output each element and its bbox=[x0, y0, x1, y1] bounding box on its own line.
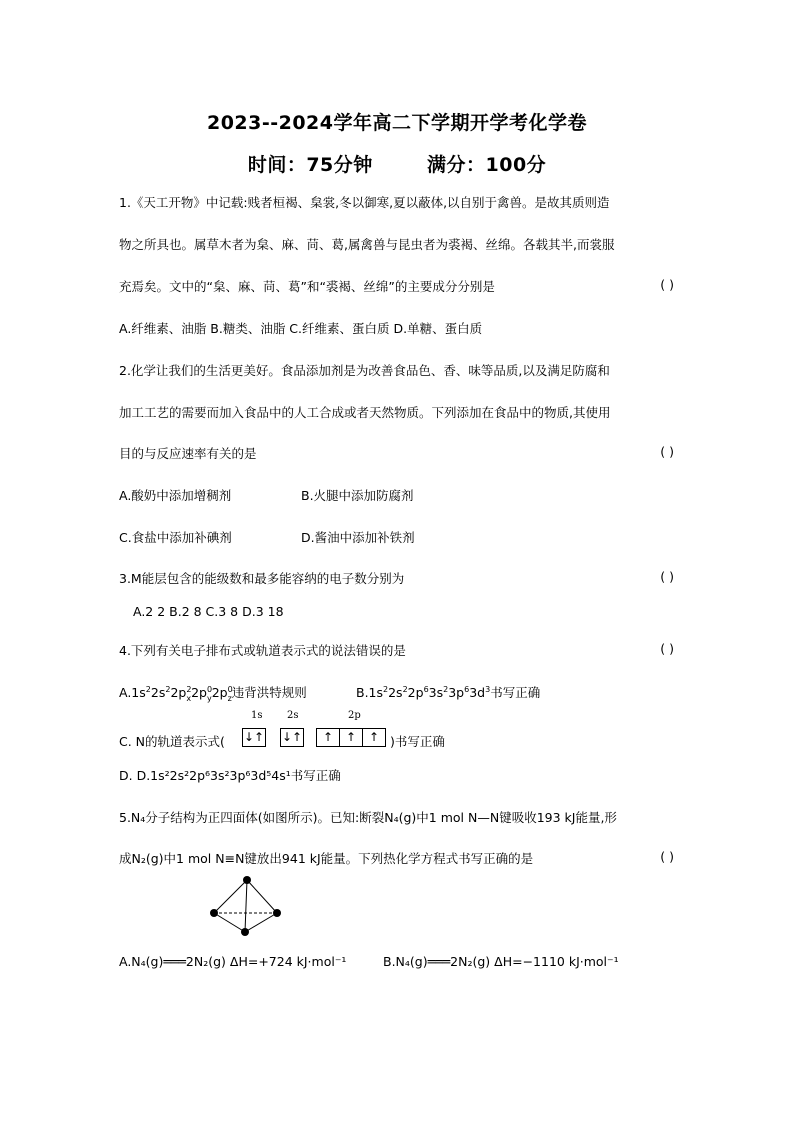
q4-option-a: $A.1s^22s^22p$ $_{2 x}$2p $_{0 y}$2p $_{0 z}$违背洪特规则 bbox=[119, 684, 307, 703]
q4-option-d: D. D.1s²2s²2p⁶3s²3p⁶3d⁵4s¹书写正确 bbox=[119, 768, 341, 783]
q4-option-c-prefix: C. N的轨道表示式( bbox=[119, 734, 225, 749]
n-atom-top bbox=[243, 876, 251, 884]
q1-options: A.纤维素、油脂 B.糖类、油脂 C.纤维素、蛋白质 D.单糖、蛋白质 bbox=[119, 321, 483, 336]
q3-answer-paren: ( ) bbox=[660, 569, 674, 584]
orbital-2p-arrow-2: ↑ bbox=[340, 729, 363, 746]
q1-line3-text: 充焉矣。文中的“枲、麻、苘、葛”和“裘褐、丝绵”的主要成分分别是 bbox=[119, 279, 495, 294]
orbital-2s-arrows: ↓↑ bbox=[281, 730, 303, 744]
q4-stem bbox=[119, 641, 674, 659]
orbital-label-2s: 2s bbox=[287, 710, 299, 721]
q2-line3 bbox=[119, 444, 674, 462]
q1-answer-paren: ( ) bbox=[660, 277, 674, 292]
q4-option-b: $B.1s^22s^22p^63s^23p^63d^3$书写正确 bbox=[356, 684, 541, 700]
q2-answer-paren: ( ) bbox=[660, 444, 674, 459]
q1-line2: 物之所具也。属草木者为枲、麻、苘、葛,属禽兽与昆虫者为裘褐、丝绵。各载其半,而裳服 bbox=[119, 237, 615, 252]
q5-option-b: B.N₄(g)═══2N₂(g) ΔH=−1110 kJ·mol⁻¹ bbox=[383, 954, 619, 969]
q2-line3-text: 目的与反应速率有关的是 bbox=[119, 446, 257, 461]
q5-option-a: A.N₄(g)═══2N₂(g) ΔH=+724 kJ·mol⁻¹ bbox=[119, 954, 347, 969]
q4-stem-text: 4.下列有关电子排布式或轨道表示式的说法错误的是 bbox=[119, 643, 406, 658]
orbital-box-1s bbox=[242, 728, 266, 747]
q1-line3 bbox=[119, 277, 674, 295]
q5-line2 bbox=[119, 849, 674, 867]
n-atom-bottom bbox=[241, 928, 249, 936]
q2-option-a: A.酸奶中添加增稠剂 bbox=[119, 488, 232, 503]
page-title: 2023--2024学年高二下学期开学考化学卷 bbox=[206, 112, 588, 134]
orbital-label-2p: 2p bbox=[348, 710, 361, 721]
orbital-1s-arrows: ↓↑ bbox=[243, 730, 265, 744]
q3-stem-text: 3.M能层包含的能级数和最多能容纳的电子数分别为 bbox=[119, 571, 405, 586]
q3-options: A.2 2 B.2 8 C.3 8 D.3 18 bbox=[133, 604, 284, 619]
exam-score: 满分：100分 bbox=[427, 154, 547, 176]
q2-option-d: D.酱油中添加补铁剂 bbox=[301, 530, 415, 545]
q5-answer-paren: ( ) bbox=[660, 849, 674, 864]
orbital-2p-arrow-1: ↑ bbox=[317, 729, 340, 746]
q3-stem bbox=[119, 569, 674, 587]
q5-line1: 5.N₄分子结构为正四面体(如图所示)。已知:断裂N₄(g)中1 mol N—N键吸收193 kJ能量,形 bbox=[119, 810, 617, 825]
q2-line2: 加工工艺的需要而加入食品中的人工合成或者天然物质。下列添加在食品中的物质,其使用 bbox=[119, 405, 611, 420]
exam-info bbox=[0, 150, 794, 177]
q1-line1: 1.《天工开物》中记载:贱者桓褐、枲裳,冬以御寒,夏以蔽体,以自别于禽兽。是故其质则造 bbox=[119, 195, 610, 210]
orbital-box-2s bbox=[280, 728, 304, 747]
q4-answer-paren: ( ) bbox=[660, 641, 674, 656]
q4-option-c-suffix: )书写正确 bbox=[390, 734, 445, 749]
q2-option-c: C.食盐中添加补碘剂 bbox=[119, 530, 232, 545]
q5-line2-text: 成N₂(g)中1 mol N≡N键放出941 kJ能量。下列热化学方程式书写正确的是 bbox=[119, 851, 534, 866]
q2-line1: 2.化学让我们的生活更美好。食品添加剂是为改善食品色、香、味等品质,以及满足防腐和 bbox=[119, 363, 610, 378]
n-atom-right bbox=[273, 909, 281, 917]
orbital-2p-arrow-3: ↑ bbox=[368, 730, 380, 744]
orbital-box-2p bbox=[316, 728, 386, 747]
orbital-label-1s: 1s bbox=[251, 710, 263, 721]
q4-option-a-suffix: 违背洪特规则 bbox=[231, 685, 307, 700]
tetrahedron-figure bbox=[205, 872, 289, 942]
n-atom-left bbox=[210, 909, 218, 917]
q2-option-b: B.火腿中添加防腐剂 bbox=[301, 488, 414, 503]
q4-option-b-suffix: 书写正确 bbox=[490, 685, 541, 700]
exam-time: 时间：75分钟 bbox=[247, 154, 373, 176]
